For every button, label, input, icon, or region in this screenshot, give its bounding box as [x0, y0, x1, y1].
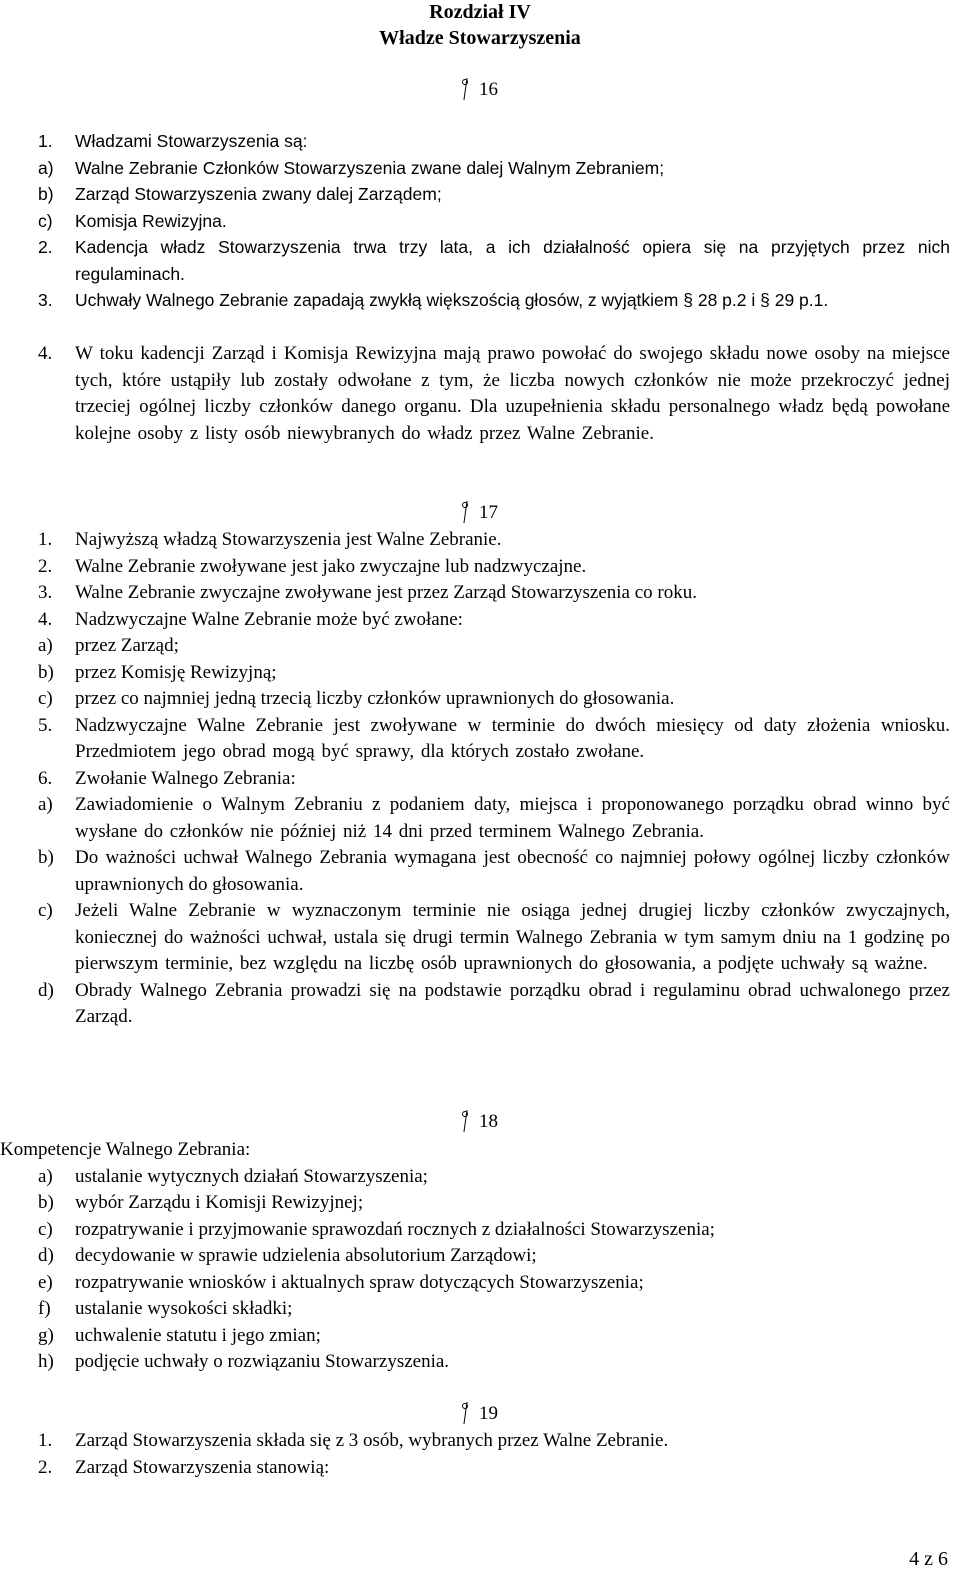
list-item	[0, 341, 960, 447]
list-item	[0, 1164, 960, 1191]
list-item-text: Zwołanie Walnego Zebrania:	[75, 767, 296, 789]
list-marker: e)	[38, 1271, 53, 1293]
chapter-heading	[0, 0, 960, 51]
list-item-text: Zarząd Stowarzyszenia zwany dalej Zarządem;	[75, 184, 442, 204]
list-item-text: przez Komisję Rewizyjną;	[75, 661, 277, 683]
list-marker: b)	[38, 661, 54, 683]
section-18-heading	[0, 1109, 960, 1136]
list-item-text: rozpatrywanie wniosków i aktualnych spraw dotyczących Stowarzyszenia;	[75, 1271, 644, 1293]
list-item	[0, 1190, 960, 1217]
list-item-text: Jeżeli Walne Zebranie w wyznaczonym terminie nie osiąga jednej drugiej liczby członków zwyczajnych, koniecznej do ważności uchwał, ustala się drugi termin Walnego Zebrania w tym samym dniu na 1 godzinę po pierwszym terminie, bez względu na liczbę osób uprawnionych do głosowania, a podjęte uchwały są ważne.	[75, 900, 950, 974]
list-marker: c)	[38, 1218, 53, 1240]
list-marker: 1.	[38, 1430, 53, 1451]
list-item-text: uchwalenie statutu i jego zmian;	[75, 1324, 321, 1346]
section-sign-icon	[462, 1110, 471, 1129]
list-item	[0, 845, 960, 898]
list-item-text: 29 p.1.	[774, 290, 829, 310]
list-item	[0, 1323, 960, 1350]
page-number: 4 z 6	[909, 1547, 948, 1570]
list-item-text: przez co najmniej jedną trzecią liczby członków uprawnionych do głosowania.	[75, 688, 675, 709]
list-item	[0, 287, 960, 314]
list-item	[0, 978, 960, 1031]
section-16-items	[0, 128, 960, 314]
list-item	[0, 527, 960, 554]
list-item	[0, 128, 960, 155]
section-number: 17	[479, 502, 498, 523]
list-marker: 1.	[38, 131, 53, 151]
section-19-items	[0, 1428, 960, 1481]
list-item-text: Zawiadomienie o Walnym Zebraniu z podaniem daty, miejsca i proponowanego porządku obrad winno być wysłane do członków nie później niż 14 dni przed terminem Walnego Zebrania.	[75, 794, 950, 842]
list-marker: 2.	[38, 237, 53, 257]
section-sign-icon	[462, 78, 471, 97]
list-item-text: Nadzwyczajne Walne Zebranie może być zwołane:	[75, 608, 463, 630]
list-marker: h)	[38, 1351, 54, 1372]
list-item	[0, 898, 960, 978]
section-18-items	[0, 1137, 960, 1376]
list-item-text: 28 p.2 i	[697, 290, 756, 310]
list-item-text: wybór Zarządu i Komisji Rewizyjnej;	[75, 1192, 364, 1213]
list-item	[0, 208, 960, 235]
list-item-text: Obrady Walnego Zebrania prowadzi się na podstawie porządku obrad i regulaminu obrad uchwalonego przez Zarząd.	[75, 979, 950, 1027]
list-item	[0, 660, 960, 687]
list-item-text: Najwyższą władzą Stowarzyszenia jest Walne Zebranie.	[75, 529, 502, 550]
list-marker: a)	[38, 1165, 53, 1187]
list-marker: 6.	[38, 767, 53, 789]
list-item-text: Uchwały Walnego Zebranie zapadają zwykłą większością głosów, z wyjątkiem	[75, 290, 679, 310]
list-item-text: Komisja Rewizyjna.	[75, 210, 227, 231]
list-marker: 3.	[38, 582, 53, 603]
section-16-heading	[0, 77, 960, 104]
list-item	[0, 1349, 960, 1376]
list-item-text: Walne Zebranie zwyczajne zwoływane jest przez Zarząd Stowarzyszenia co roku.	[75, 582, 697, 603]
list-item-text: Walne Zebranie zwoływane jest jako zwyczajne lub nadzwyczajne.	[75, 555, 587, 577]
list-marker: c)	[38, 688, 53, 709]
list-marker: a)	[38, 635, 53, 656]
list-marker: 2.	[38, 555, 53, 577]
list-marker: a)	[38, 157, 54, 178]
list-marker: b)	[38, 1192, 54, 1213]
list-item-text: Zarząd Stowarzyszenia składa się z 3 osób, wybranych przez Walne Zebranie.	[75, 1430, 669, 1451]
list-item	[0, 1428, 960, 1455]
list-marker: f)	[38, 1298, 51, 1319]
section-number: 19	[479, 1403, 498, 1424]
list-marker: 3.	[38, 290, 53, 310]
section-number: 18	[479, 1111, 498, 1132]
list-item-text: Kadencja władz Stowarzyszenia trwa trzy lata, a ich działalność opiera się na przyjętych przez nich regulaminach.	[75, 237, 950, 284]
section-sign-icon	[462, 501, 471, 520]
list-marker: g)	[38, 1324, 54, 1346]
section-number: 16	[479, 79, 498, 100]
section-sign-icon: §	[760, 290, 770, 310]
list-item	[0, 580, 960, 607]
list-item-text: przez Zarząd;	[75, 635, 179, 656]
section-sign-icon: §	[683, 290, 693, 310]
section-17-heading	[0, 500, 960, 527]
section-16-item-4	[0, 341, 960, 447]
list-marker: a)	[38, 794, 53, 815]
list-item-text: W toku kadencji Zarząd i Komisja Rewizyjna mają prawo powołać do swojego składu nowe osoby na miejsce tych, które ustąpiły lub zostały odwołane z tym, że liczba nowych członków nie może przekroczyć jednej trzeciej ogólnej liczby członków danego organu. Dla uzupełnienia składu personalnego władz będą powołane kolejne osoby z listy osób niewybranych do władz przez Walne Zebranie.	[75, 343, 950, 444]
list-marker: 4.	[38, 608, 53, 630]
section-intro: Kompetencje Walnego Zebrania:	[0, 1139, 251, 1160]
list-item-text: Zarząd Stowarzyszenia stanowią:	[75, 1456, 330, 1478]
list-item-text: Do ważności uchwał Walnego Zebrania wymagana jest obecność co najmniej połowy ogólnej liczby członków uprawnionych do głosowania.	[75, 847, 950, 895]
list-item-text: Nadzwyczajne Walne Zebranie jest zwoływane w terminie do dwóch miesięcy od daty złożenia wniosku. Przedmiotem jego obrad mogą być sprawy, dla których zostało zwołane.	[75, 714, 950, 762]
section-19-heading	[0, 1401, 960, 1428]
list-item-text: Walne Zebranie Członków Stowarzyszenia zwane dalej Walnym Zebraniem;	[75, 157, 665, 178]
list-item	[0, 181, 960, 208]
list-item	[0, 554, 960, 581]
list-item-text: decydowanie w sprawie udzielenia absolutorium Zarządowi;	[75, 1245, 537, 1266]
list-item	[0, 155, 960, 182]
list-marker: c)	[38, 210, 53, 231]
list-item-text: ustalanie wytycznych działań Stowarzyszenia;	[75, 1165, 428, 1187]
list-item	[0, 792, 960, 845]
list-item	[0, 686, 960, 713]
list-item	[0, 766, 960, 793]
list-marker: d)	[38, 979, 54, 1001]
list-item	[0, 234, 960, 287]
list-item	[0, 1270, 960, 1297]
section-sign-icon	[462, 1402, 471, 1421]
list-item	[0, 607, 960, 634]
list-item	[0, 1455, 960, 1482]
list-item	[0, 713, 960, 766]
list-marker: 5.	[38, 714, 53, 736]
list-item	[0, 1243, 960, 1270]
list-item	[0, 1296, 960, 1323]
list-marker: b)	[38, 184, 54, 204]
section-17-items	[0, 527, 960, 1031]
list-item-text: podjęcie uchwały o rozwiązaniu Stowarzyszenia.	[75, 1351, 450, 1372]
list-item	[0, 633, 960, 660]
list-marker: b)	[38, 847, 54, 868]
chapter-subtitle: Władze Stowarzyszenia	[379, 27, 581, 49]
list-item-text: ustalanie wysokości składki;	[75, 1298, 293, 1319]
list-item-text: rozpatrywanie i przyjmowanie sprawozdań rocznych z działalności Stowarzyszenia;	[75, 1218, 715, 1240]
list-item	[0, 1217, 960, 1244]
list-marker: 1.	[38, 529, 53, 550]
chapter-title: Rozdział IV	[429, 1, 531, 23]
list-marker: 4.	[38, 343, 53, 364]
list-marker: 2.	[38, 1456, 53, 1478]
list-marker: d)	[38, 1245, 54, 1266]
list-marker: c)	[38, 900, 53, 921]
list-item-text: Władzami Stowarzyszenia są:	[75, 131, 308, 151]
